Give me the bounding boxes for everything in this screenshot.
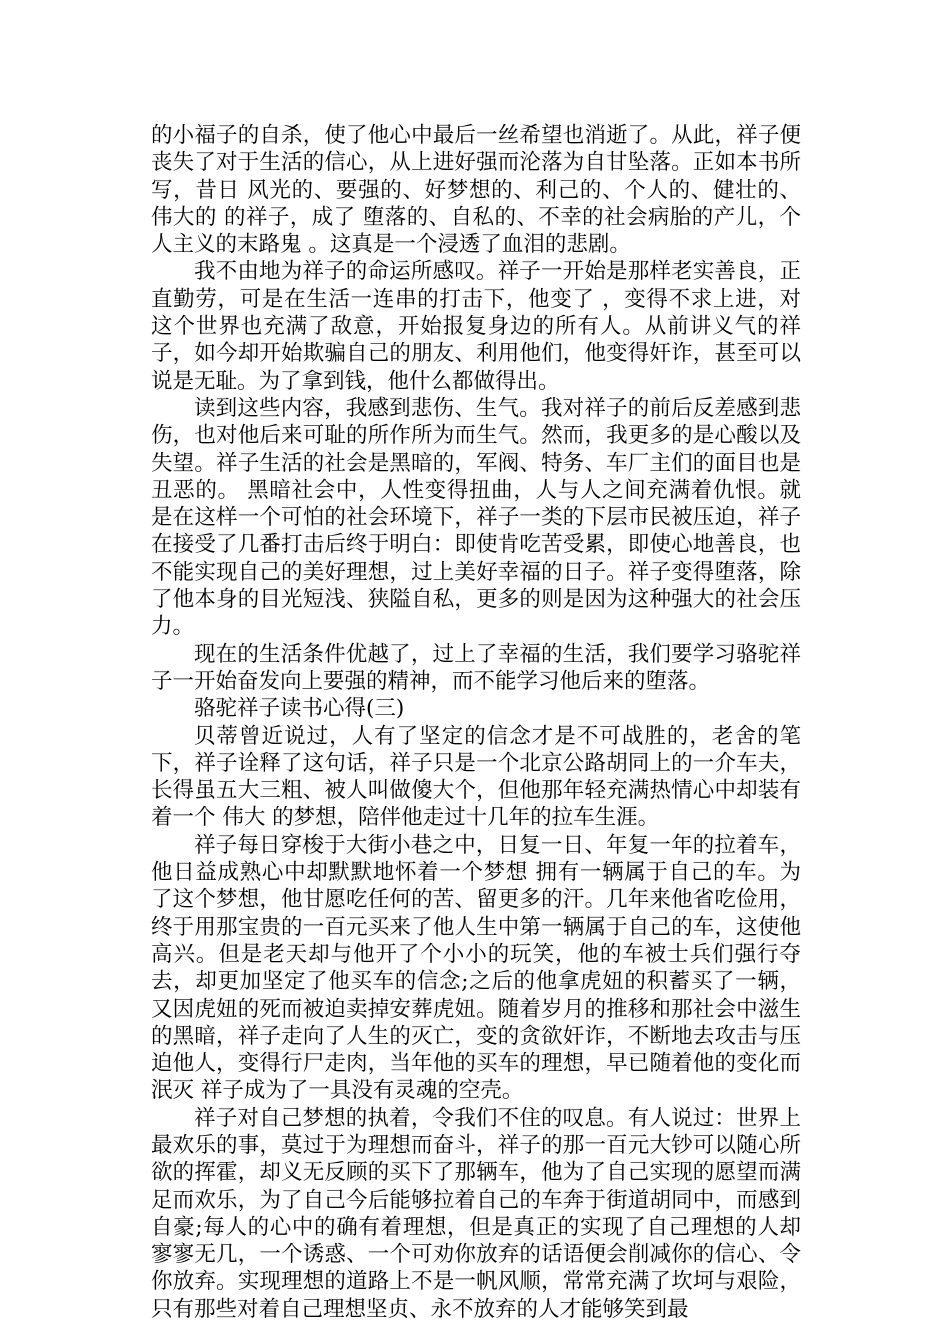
paragraph-5: 贝蒂曾近说过，人有了坚定的信念才是不可战胜的，老舍的笔下，祥子诠释了这句话，祥子只是一个北京公路胡同上的一介车夫，长得虽五大三粗、被人叫做傻大个，但他那年轻充满热情心中却装有着一个 伟大 的梦想，陪伴他走过十几年的拉车生涯。 bbox=[151, 723, 801, 831]
paragraph-6: 祥子每日穿梭于大街小巷之中，日复一日、年复一年的拉着车，他日益成熟心中却默默地怀着一个梦想 拥有一辆属于自己的车。为了这个梦想，他甘愿吃任何的苦、留更多的汗。几年来他省吃俭用，终于用那宝贵的一百元买来了他人生中第一辆属于自己的车，这使他高兴。但是老天却与他开了个小小的玩笑，他的车被士兵们强行夺去，却更加坚定了他买车的信念;之后的他拿虎妞的积蓄买了一辆，又因虎妞的死而被迫卖掉安葬虎妞。随着岁月的推移和那社会中滋生的黑暗，祥子走向了人生的灭亡，变的贪欲奸诈，不断地去攻击与压迫他人，变得行尸走肉，当年他的买车的理想，早已随着他的变化而泯灭 祥子成为了一具没有灵魂的空壳。 bbox=[151, 832, 801, 1104]
paragraph-4: 现在的生活条件优越了，过上了幸福的生活，我们要学习骆驼祥子一开始奋发向上要强的精神，而不能学习他后来的堕落。 bbox=[151, 641, 801, 694]
paragraph-2: 我不由地为祥子的命运所感叹。祥子一开始是那样老实善良，正直勤劳，可是在生活一连串的打击下，他变了 ，变得不求上进，对这个世界也充满了敌意，开始报复身边的所有人。从前讲义气的祥子，如今却开始欺骗自己的朋友、利用他们，他变得奸诈，甚至可以说是无耻。为了拿到钱，他什么都做得出。 bbox=[151, 259, 801, 394]
section-heading: 骆驼祥子读书心得(三) bbox=[194, 696, 405, 722]
paragraph-1: 的小福子的自杀，使了他心中最后一丝希望也消逝了。从此，祥子便丧失了对于生活的信心，从上进好强而沦落为自甘坠落。正如本书所写，昔日 风光的、要强的、好梦想的、利己的、个人的、健壮的、伟大的 的祥子，成了 堕落的、自私的、不幸的社会病胎的产儿，个人主义的末路鬼 。这真是一个浸透了血泪的悲剧。 bbox=[151, 123, 801, 258]
paragraph-3: 读到这些内容，我感到悲伤、生气。我对祥子的前后反差感到悲伤，也对他后来可耻的所作所为而生气。然而，我更多的是心酸以及失望。祥子生活的社会是黑暗的，军阀、特务、车厂主们的面目也是丑恶的。 黑暗社会中，人性变得扭曲，人与人之间充满着仇恨。就是在这样一个可怕的社会环境下，祥子一类的下层市民被压迫，祥子在接受了几番打击后终于明白：即使肯吃苦受累，即使心地善良，也不能实现自己的美好理想，过上美好幸福的日子。祥子变得堕落，除了他本身的目光短浅、狭隘自私，更多的则是因为这种强大的社会压力。 bbox=[151, 395, 801, 640]
paragraph-7: 祥子对自己梦想的执着，令我们不住的叹息。有人说过：世界上最欢乐的事，莫过于为理想而奋斗，祥子的那一百元大钞可以随心所欲的挥霍，却义无反顾的买下了那辆车，他为了自己实现的愿望而满足而欢乐，为了自己今后能够拉着自己的车奔于街道胡同中，而感到自豪;每人的心中的确有着理想，但是真正的实现了自己理想的人却寥寥无几，一个诱惑、一个可劝你放弃的话语便会削减你的信心、令你放弃。实现理想的道路上不是一帆风顺，常常充满了坎坷与艰险，只有那些对着自己理想坚贞、永不放弃的人才能够笑到最 bbox=[151, 1105, 801, 1322]
document-body bbox=[151, 122, 801, 1323]
